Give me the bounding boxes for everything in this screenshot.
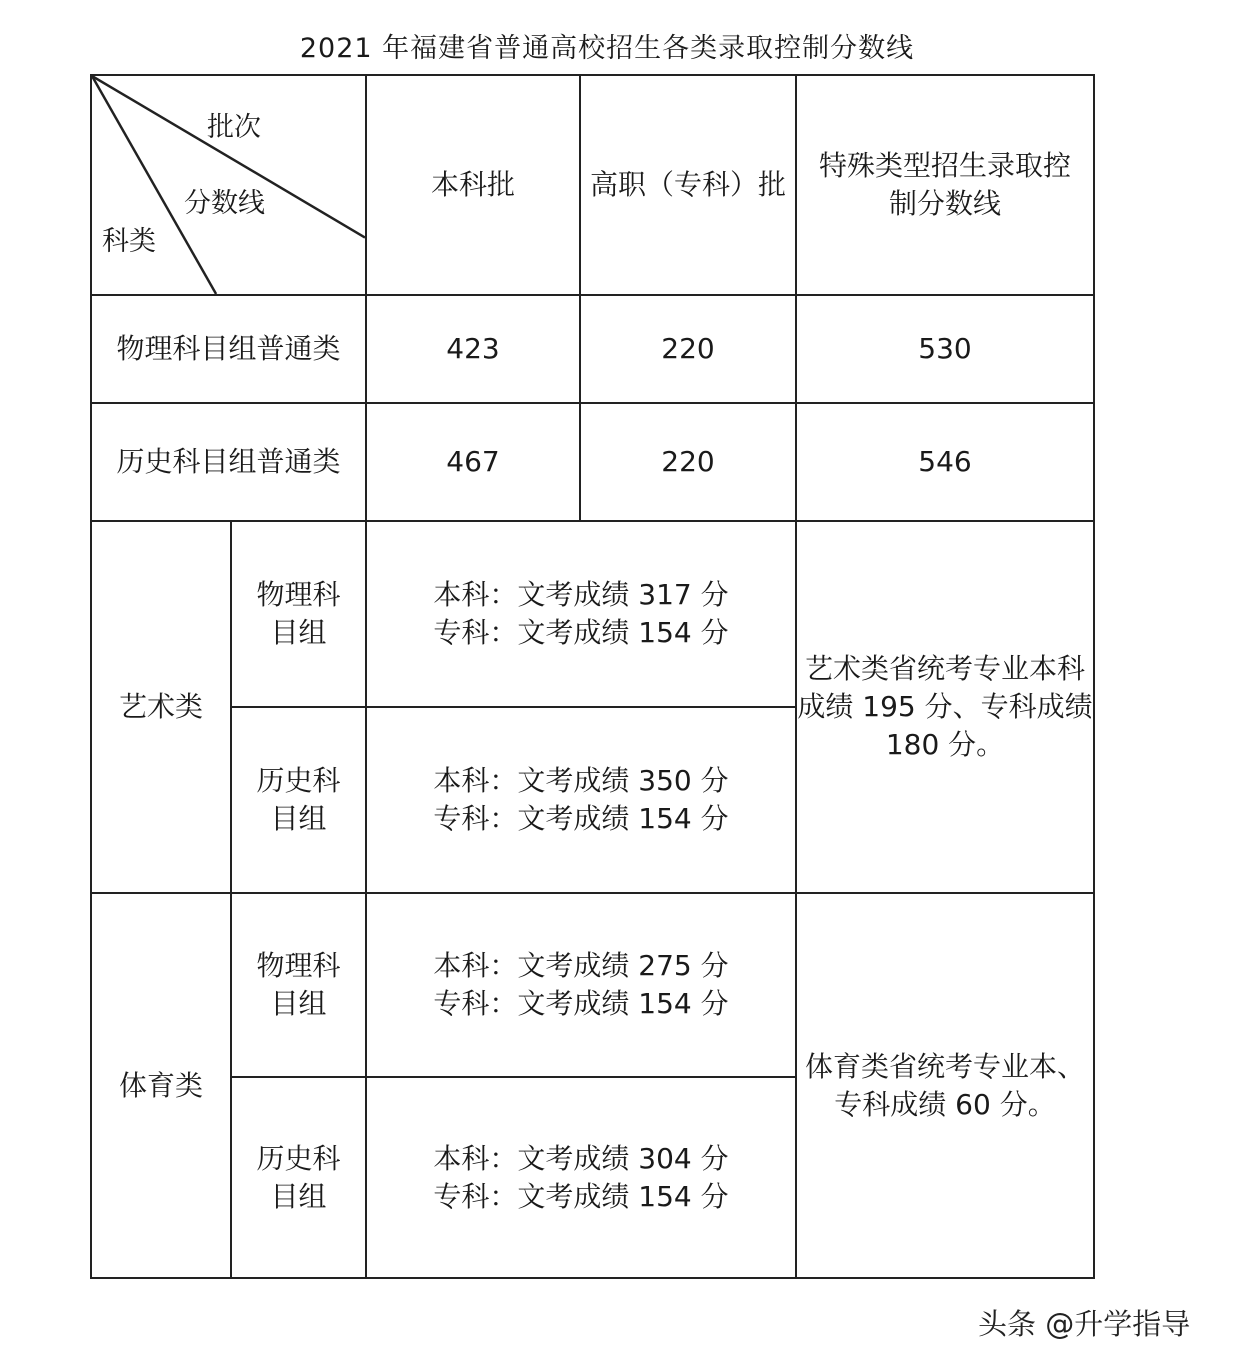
- header-row: [91, 75, 1094, 295]
- corner-label-score-line: 分数线: [184, 188, 265, 219]
- arts-physics-label: 物理科目组: [231, 521, 366, 707]
- arts-category-label: 艺术类: [91, 521, 231, 893]
- table-row: [91, 521, 1094, 707]
- arts-history-scores: [366, 707, 796, 893]
- sports-physics-undergrad-line: 本科：文考成绩 275 分: [433, 949, 729, 983]
- admission-score-table: [90, 74, 1095, 1279]
- table-row: [91, 295, 1094, 403]
- score-physics-undergrad: 423: [366, 295, 580, 403]
- sports-physics-label: 物理科目组: [231, 893, 366, 1077]
- arts-physics-vocational-line: 专科：文考成绩 154 分: [433, 616, 729, 649]
- sports-category-label: 体育类: [91, 893, 231, 1278]
- row-label-history: 历史科目组普通类: [91, 403, 366, 521]
- diagonal-lines: [92, 76, 365, 294]
- column-header-undergrad: 本科批: [366, 75, 580, 295]
- column-header-vocational: 高职（专科）批: [580, 75, 796, 295]
- watermark: 头条 @升学指导: [978, 1307, 1191, 1341]
- score-history-undergrad: 467: [366, 403, 580, 521]
- sports-physics-scores: [366, 893, 796, 1077]
- corner-header-cell: [91, 75, 366, 295]
- sports-physics-vocational-line: 专科：文考成绩 154 分: [433, 987, 729, 1020]
- table-row: [91, 403, 1094, 521]
- arts-history-label: 历史科目组: [231, 707, 366, 893]
- sports-history-vocational-line: 专科：文考成绩 154 分: [433, 1179, 729, 1213]
- column-header-special: 特殊类型招生录取控制分数线: [796, 75, 1094, 295]
- row-label-physics: 物理科目组普通类: [91, 295, 366, 403]
- sports-history-undergrad-line: 本科：文考成绩 304 分: [433, 1141, 729, 1175]
- score-history-vocational: 220: [580, 403, 796, 521]
- arts-physics-undergrad-line: 本科：文考成绩 317 分: [433, 578, 729, 612]
- corner-label-category: 科类: [102, 226, 156, 257]
- arts-history-vocational-line: 专科：文考成绩 154 分: [433, 802, 729, 835]
- score-physics-special: 530: [796, 295, 1094, 403]
- sports-history-scores: [366, 1077, 796, 1278]
- page-title: 2021 年福建省普通高校招生各类录取控制分数线: [299, 33, 915, 64]
- arts-history-undergrad-line: 本科：文考成绩 350 分: [433, 764, 729, 798]
- table-row: [91, 893, 1094, 1077]
- corner-label-batch: 批次: [207, 112, 261, 143]
- score-history-special: 546: [796, 403, 1094, 521]
- sports-special-note: 体育类省统考专业本、专科成绩 60 分。: [796, 893, 1094, 1278]
- score-physics-vocational: 220: [580, 295, 796, 403]
- sports-history-label: 历史科目组: [231, 1077, 366, 1278]
- arts-special-note: 艺术类省统考专业本科成绩 195 分、专科成绩 180 分。: [796, 521, 1094, 893]
- arts-physics-scores: [366, 521, 796, 707]
